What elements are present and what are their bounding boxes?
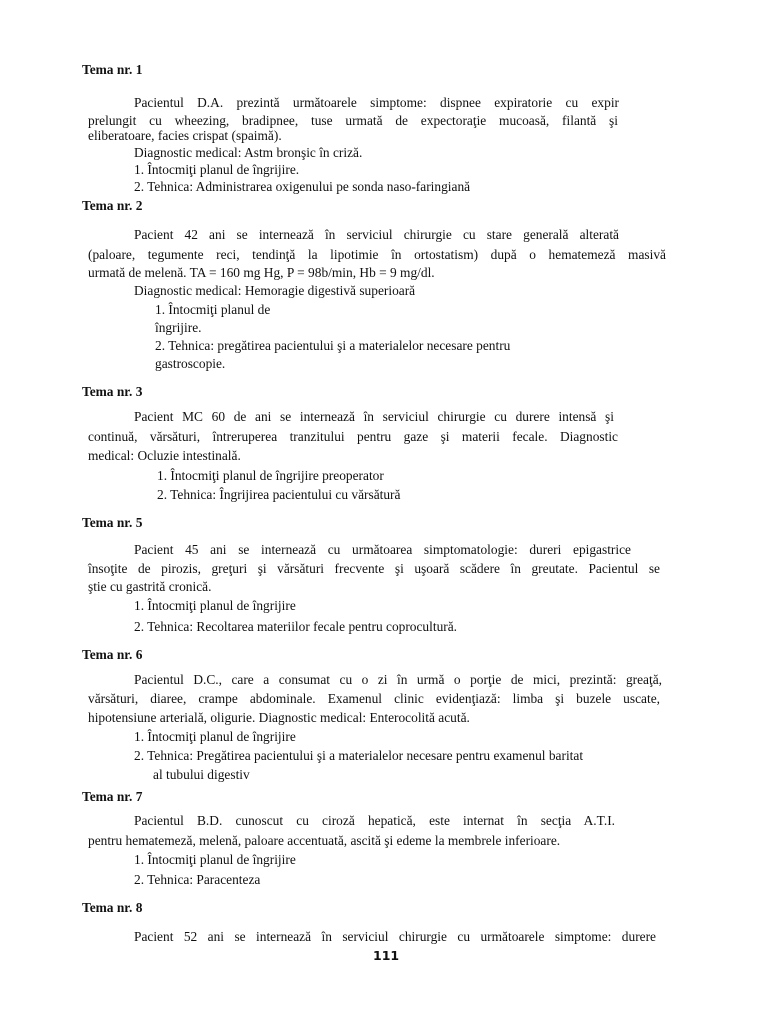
list-item-continuation: gastroscopie.: [155, 356, 226, 371]
list-item: 1. Întocmiţi planul de îngrijire: [134, 852, 296, 867]
section-heading: Tema nr. 5: [82, 515, 143, 530]
page-number: 111: [373, 948, 400, 963]
list-item: 2. Tehnica: Recoltarea materiilor fecale pentru coprocultură.: [134, 619, 458, 634]
paragraph-line: însoţite de pirozis, greţuri şi vărsături frecvente şi uşoară scădere în greutate. Pacientul se: [88, 561, 660, 576]
paragraph-line: Pacient 42 ani se internează în serviciul chirurgie cu stare generală alterată: [134, 227, 619, 242]
list-item: 2. Tehnica: Administrarea oxigenului pe sonda naso-faringiană: [134, 179, 471, 194]
paragraph-line: urmată de melenă. TA = 160 mg Hg, P = 98b/min, Hb = 9 mg/dl.: [88, 265, 435, 280]
paragraph-line: Pacient 45 ani se internează cu următoarea simptomatologie: dureri epigastrice: [134, 542, 631, 557]
list-item-continuation: al tubului digestiv: [153, 767, 250, 782]
paragraph-line: Pacient 52 ani se internează în serviciul chirurgie cu următoarele simptome: durere: [134, 929, 656, 944]
paragraph-line: hipotensiune arterială, oligurie. Diagnostic medical: Enterocolită acută.: [88, 710, 470, 725]
paragraph-line: Pacientul D.C., care a consumat cu o zi în urmă o porţie de mici, prezintă: greaţă,: [134, 672, 662, 687]
paragraph-line: vărsături, diaree, crampe abdominale. Examenul clinic evidenţiază: limba şi buzele uscate,: [88, 691, 660, 706]
paragraph-line: (paloare, tegumente reci, tendinţă la lipotimie în ortostatism) după o hematemeză masivă: [88, 247, 666, 262]
list-item-continuation: îngrijire.: [155, 320, 202, 335]
section-heading: Tema nr. 3: [82, 384, 143, 399]
section-heading: Tema nr. 6: [82, 647, 143, 662]
list-item: 2. Tehnica: Îngrijirea pacientului cu vărsătură: [157, 487, 401, 502]
paragraph-line: ştie cu gastrită cronică.: [88, 579, 212, 594]
section-heading: Tema nr. 1: [82, 62, 143, 77]
paragraph-line: Pacientul D.A. prezintă următoarele simptome: dispnee expiratorie cu expir: [134, 95, 619, 110]
section-heading: Tema nr. 2: [82, 198, 143, 213]
diagnosis-line: Diagnostic medical: Astm bronşic în criză.: [134, 145, 363, 160]
paragraph-line: Pacientul B.D. cunoscut cu ciroză hepatică, este internat în secţia A.T.I.: [134, 813, 615, 828]
section-heading: Tema nr. 8: [82, 900, 143, 915]
paragraph-line: prelungit cu wheezing, bradipnee, tuse urmată de expectoraţie mucoasă, filantă şi: [88, 113, 618, 128]
list-item: 1. Întocmiţi planul de îngrijire: [134, 598, 296, 613]
paragraph-line: eliberatoare, facies crispat (spaimă).: [88, 128, 282, 143]
list-item: 2. Tehnica: Pregătirea pacientului şi a materialelor necesare pentru examenul baritat: [134, 748, 584, 763]
list-item: 2. Tehnica: Paracenteza: [134, 872, 261, 887]
paragraph-line: pentru hematemeză, melenă, paloare accentuată, ascită şi edeme la membrele inferioare.: [88, 833, 561, 848]
list-item: 1. Întocmiţi planul de îngrijire.: [134, 162, 300, 177]
paragraph-line: Pacient MC 60 de ani se internează în serviciul chirurgie cu durere intensă şi: [134, 409, 614, 424]
list-item: 2. Tehnica: pregătirea pacientului şi a materialelor necesare pentru: [155, 338, 511, 353]
diagnosis-line: Diagnostic medical: Hemoragie digestivă superioară: [134, 283, 416, 298]
paragraph-line: continuă, vărsături, întreruperea tranzitului pentru gaze şi materii fecale. Diagnostic: [88, 429, 618, 444]
list-item: 1. Întocmiţi planul de: [155, 302, 271, 317]
section-heading: Tema nr. 7: [82, 789, 143, 804]
list-item: 1. Întocmiţi planul de îngrijire: [134, 729, 296, 744]
paragraph-line: medical: Ocluzie intestinală.: [88, 448, 241, 463]
list-item: 1. Întocmiţi planul de îngrijire preoperator: [157, 468, 384, 483]
